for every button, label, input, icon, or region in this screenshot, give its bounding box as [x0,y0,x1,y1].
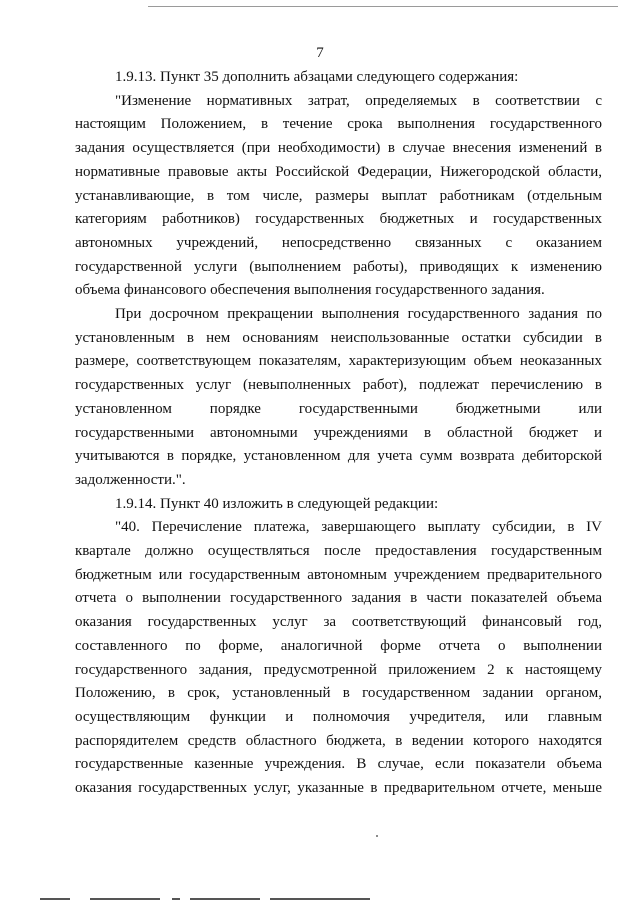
text-line: государственные казенные учреждения. В случае, если показатели объема [75,756,602,773]
scan-mark [40,898,70,900]
text-line: Положению, в срок, установленный в государственном задании органом, [75,685,602,702]
text-line: объема финансового обеспечения выполнения государственного задания. [75,282,545,299]
text-line: устанавливающие, в том числе, размеры выплат работникам (отдельным [75,187,602,204]
scan-mark [190,898,260,900]
text-line: задания осуществляется (при необходимости) в случае внесения изменений в [75,140,602,157]
text-line: отчета о выполнении государственного задания в части показателей объема [75,590,602,607]
bottom-scan-artifacts [40,898,600,902]
text-line: автономных учреждений, непосредственно связанных с оказанием [75,234,602,251]
text-line: настоящим Положением, в течение срока выполнения государственного [75,116,602,133]
text-line: учитываются в порядке, установленном для учета сумм возврата дебиторской [75,448,602,465]
page-number: 7 [316,45,324,61]
text-line: размере, соответствующем показателям, характеризующим объем неоказанных [75,353,602,370]
text-line: государственных услуг (невыполненных работ), подлежат перечислению в [75,377,602,394]
text-line: оказания государственных услуг за соответствующий финансовый год, [75,614,602,631]
text-line: бюджетным или государственным автономным учреждением предварительного [75,566,602,583]
text-line: составленного по форме, аналогичной форме отчета о выполнении [75,637,602,654]
document-body [75,66,602,801]
text-line: категориям работников) государственных бюджетных и государственных [75,211,602,228]
text-line: нормативные правовые акты Российской Федерации, Нижегородской области, [75,163,602,180]
text-line: осуществляющим функции и полномочия учредителя, или главным [75,708,602,725]
scan-mark [172,898,180,900]
paragraph-1-9-13-heading [75,66,602,90]
text-line: оказания государственных услуг, указанные в предварительном отчете, меньше [75,780,602,797]
text-line: квартале должно осуществляться после предоставления государственным [75,543,602,560]
text-line: государственными автономными учреждениями в областной бюджет и [75,424,602,441]
text-line: государственной услуги (выполнением работы), приводящих к изменению [75,258,602,275]
text-line: задолженности.". [75,471,186,488]
text-line: "40. Перечисление платежа, завершающего выплату субсидии, в IV [115,519,602,536]
text-line: установленным в нем основаниям неиспользованные остатки субсидии в [75,329,602,346]
top-scan-rule [148,6,618,7]
scan-mark [270,898,370,900]
paragraph-1-9-14-heading [75,493,602,517]
text-line: государственного задания, предусмотренной приложением 2 к настоящему [75,661,602,678]
paragraph-point-40 [75,516,602,800]
paragraph-normative-costs [75,90,602,303]
text-line: "Изменение нормативных затрат, определяемых в соответствии с [115,92,602,109]
scan-mark [90,898,160,900]
text-line: распорядителем средств областного бюджета, в ведении которого находятся [75,732,602,749]
text-line: 1.9.13. Пункт 35 дополнить абзацами следующего содержания: [115,69,519,85]
text-line: При досрочном прекращении выполнения государственного задания по [115,306,602,323]
text-line: установленном порядке государственными бюджетными или [75,400,602,417]
text-line: 1.9.14. Пункт 40 изложить в следующей редакции: [115,495,439,512]
paragraph-early-termination [75,303,602,493]
scan-speck [376,835,378,837]
